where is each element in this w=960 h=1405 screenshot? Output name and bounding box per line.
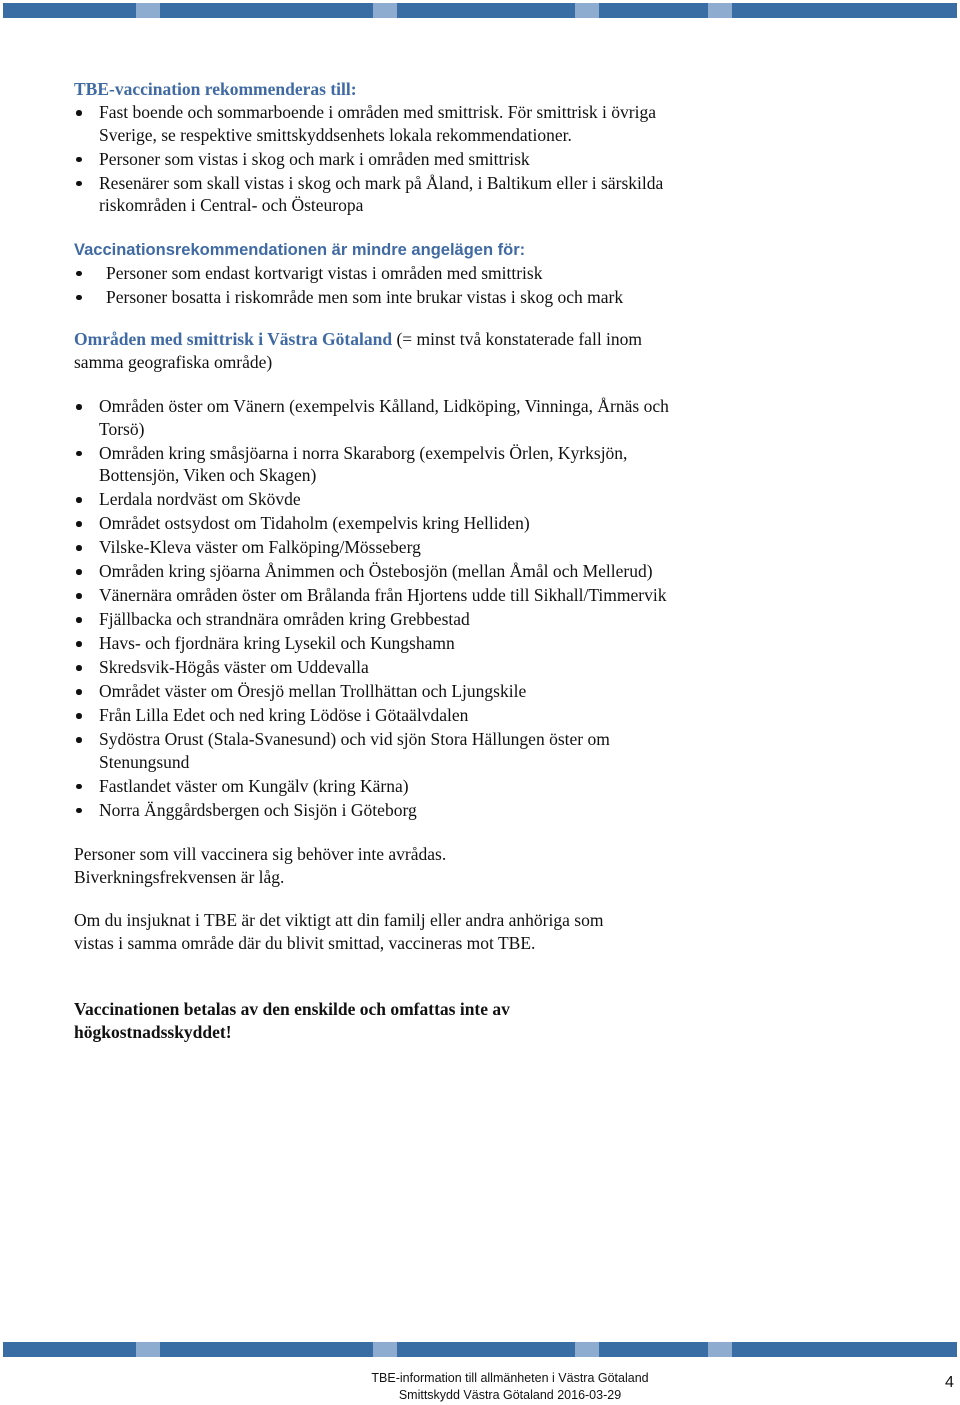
list-item: Området väster om Öresjö mellan Trollhättan och Ljungskile <box>74 680 694 703</box>
header-color-band <box>3 3 957 18</box>
list-item: Havs- och fjordnära kring Lysekil och Kungshamn <box>74 632 694 655</box>
paragraph-line: Biverkningsfrekvensen är låg. <box>74 866 285 887</box>
list-item: Från Lilla Edet och ned kring Lödöse i Götaälvdalen <box>74 704 694 727</box>
list-item: Personer som endast kortvarigt vistas i områden med smittrisk <box>74 262 694 285</box>
list-item: Områden öster om Vänern (exempelvis Kålland, Lidköping, Vinninga, Årnäs och Torsö) <box>74 395 694 440</box>
list-item: Skredsvik-Högås väster om Uddevalla <box>74 656 694 679</box>
paragraph-line: Om du insjuknat i TBE är det viktigt att din familj eller andra anhöriga som <box>74 910 604 930</box>
heading-less-urgent: Vaccinationsrekommendationen är mindre angelägen för: <box>74 240 526 259</box>
paragraph-line: Personer som vill vaccinera sig behöver inte avrådas. <box>74 844 447 864</box>
list-item: Fjällbacka och strandnära områden kring Grebbestad <box>74 608 694 631</box>
paragraph-line: Vaccinationen betalas av den enskilde och omfattas inte av <box>74 999 510 1019</box>
heading-areas-note: (= minst två konstaterade fall inom samma geografiska område) <box>74 329 643 372</box>
section-recommended <box>74 78 694 217</box>
list-item: Vilske-Kleva väster om Falköping/Mösseberg <box>74 536 694 559</box>
list-less-urgent <box>74 262 694 309</box>
list-item: Personer bosatta i riskområde men som inte brukar vistas i skog och mark <box>74 286 694 309</box>
paragraph-line: vistas i samma område där du blivit smittad, vaccineras mot TBE. <box>74 932 536 953</box>
heading-recommended: TBE-vaccination rekommenderas till: <box>74 79 357 99</box>
list-item: Norra Änggårdsbergen och Sisjön i Göteborg <box>74 799 694 822</box>
document-body <box>74 78 694 1064</box>
paragraph-advice <box>74 843 694 888</box>
list-item: Personer som vistas i skog och mark i områden med smittrisk <box>74 148 694 171</box>
paragraph-payment-note <box>74 998 694 1043</box>
list-item: Sydöstra Orust (Stala-Svanesund) och vid sjön Stora Hällungen öster om Stenungsund <box>74 728 694 773</box>
section-areas <box>74 395 694 821</box>
list-item: Områden kring sjöarna Ånimmen och Östebosjön (mellan Åmål och Mellerud) <box>74 560 694 583</box>
section-areas-heading <box>74 328 694 373</box>
list-item: Resenärer som skall vistas i skog och mark på Åland, i Baltikum eller i särskilda riskområden i Central- och Östeuropa <box>74 172 694 217</box>
paragraph-family <box>74 909 694 954</box>
heading-areas: Områden med smittrisk i Västra Götaland <box>74 329 393 349</box>
footer-color-band <box>3 1342 957 1357</box>
paragraph-line: högkostnadsskyddet! <box>74 1021 232 1042</box>
footer-source-date: Smittskydd Västra Götaland 2016-03-29 <box>398 1387 622 1402</box>
list-item: Vänernära områden öster om Brålanda från Hjortens udde till Sikhall/Timmervik <box>74 584 694 607</box>
list-recommended <box>74 101 694 217</box>
page-number: 4 <box>945 1374 954 1391</box>
footer-title: TBE-information till allmänheten i Västra Götaland <box>371 1371 649 1385</box>
list-item: Området ostsydost om Tidaholm (exempelvis kring Helliden) <box>74 512 694 535</box>
section-less-urgent <box>74 239 694 309</box>
page-footer <box>0 1370 960 1403</box>
list-item: Fast boende och sommarboende i områden med smittrisk. För smittrisk i övriga Sverige, se respektive smittskyddsenhets lokala rekommendationer. <box>74 101 694 146</box>
list-item: Fastlandet väster om Kungälv (kring Kärna) <box>74 775 694 798</box>
list-item: Lerdala nordväst om Skövde <box>74 488 694 511</box>
list-item: Områden kring småsjöarna i norra Skaraborg (exempelvis Örlen, Kyrksjön, Bottensjön, Viken och Skagen) <box>74 442 694 487</box>
list-areas <box>74 395 694 821</box>
